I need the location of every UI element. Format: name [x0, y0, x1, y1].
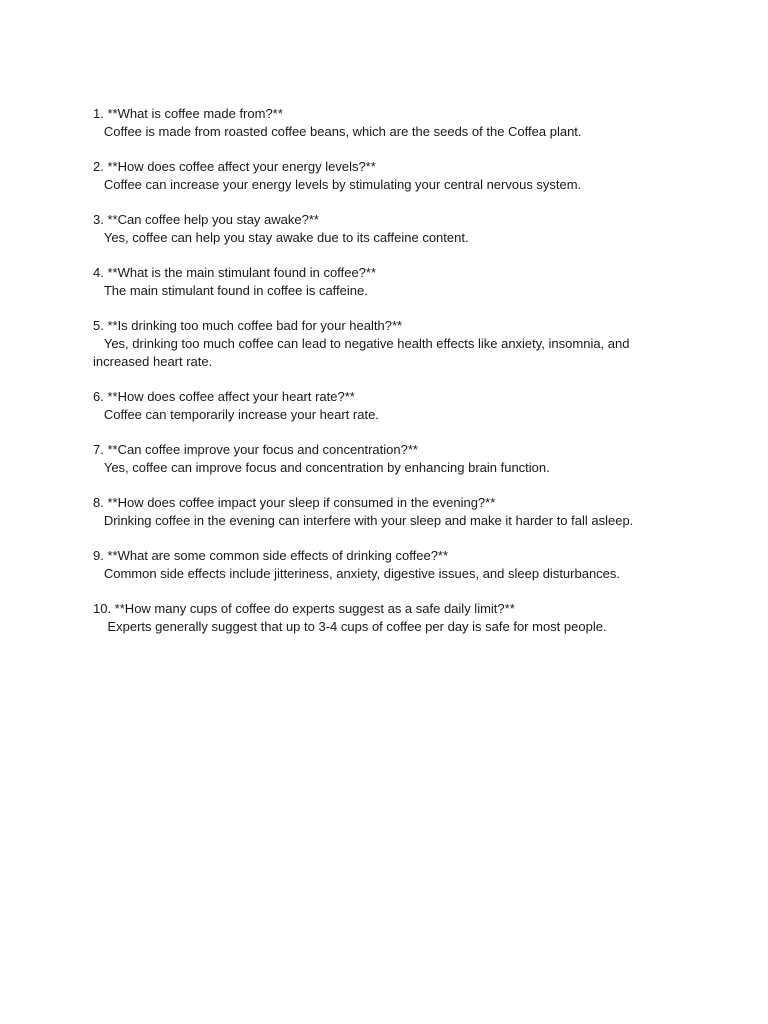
qa-item-1	[93, 105, 683, 141]
qa-item-8	[93, 494, 683, 530]
question-text: 10. **How many cups of coffee do experts suggest as a safe daily limit?**	[93, 601, 515, 616]
question-text: 1. **What is coffee made from?**	[93, 106, 283, 121]
answer-text: Coffee can temporarily increase your heart rate.	[93, 407, 379, 422]
question-text: 9. **What are some common side effects of drinking coffee?**	[93, 548, 449, 563]
question-text: 3. **Can coffee help you stay awake?**	[93, 212, 319, 227]
answer-text: Yes, drinking too much coffee can lead to negative health effects like anxiety, insomnia, and increased heart rate.	[93, 336, 634, 369]
answer-text: Drinking coffee in the evening can interfere with your sleep and make it harder to fall asleep.	[93, 513, 634, 528]
qa-item-5	[93, 317, 683, 371]
qa-item-9	[93, 547, 683, 583]
question-text: 4. **What is the main stimulant found in coffee?**	[93, 265, 377, 280]
answer-text: Coffee is made from roasted coffee beans, which are the seeds of the Coffea plant.	[93, 124, 582, 139]
qa-item-3	[93, 211, 683, 247]
answer-text: Coffee can increase your energy levels by stimulating your central nervous system.	[93, 177, 582, 192]
question-text: 2. **How does coffee affect your energy levels?**	[93, 159, 376, 174]
answer-text: Common side effects include jitteriness, anxiety, digestive issues, and sleep disturbances.	[93, 566, 621, 581]
qa-item-4	[93, 264, 683, 300]
qa-item-7	[93, 441, 683, 477]
document-page	[93, 105, 683, 653]
qa-item-6	[93, 388, 683, 424]
question-text: 7. **Can coffee improve your focus and concentration?**	[93, 442, 418, 457]
qa-item-2	[93, 158, 683, 194]
answer-text: Yes, coffee can help you stay awake due to its caffeine content.	[93, 230, 469, 245]
question-text: 6. **How does coffee affect your heart rate?**	[93, 389, 355, 404]
question-text: 8. **How does coffee impact your sleep if consumed in the evening?**	[93, 495, 496, 510]
qa-item-10	[93, 600, 683, 636]
answer-text: Yes, coffee can improve focus and concentration by enhancing brain function.	[93, 460, 550, 475]
question-text: 5. **Is drinking too much coffee bad for your health?**	[93, 318, 403, 333]
answer-text: Experts generally suggest that up to 3-4 cups of coffee per day is safe for most people.	[93, 619, 607, 634]
answer-text: The main stimulant found in coffee is caffeine.	[93, 283, 368, 298]
